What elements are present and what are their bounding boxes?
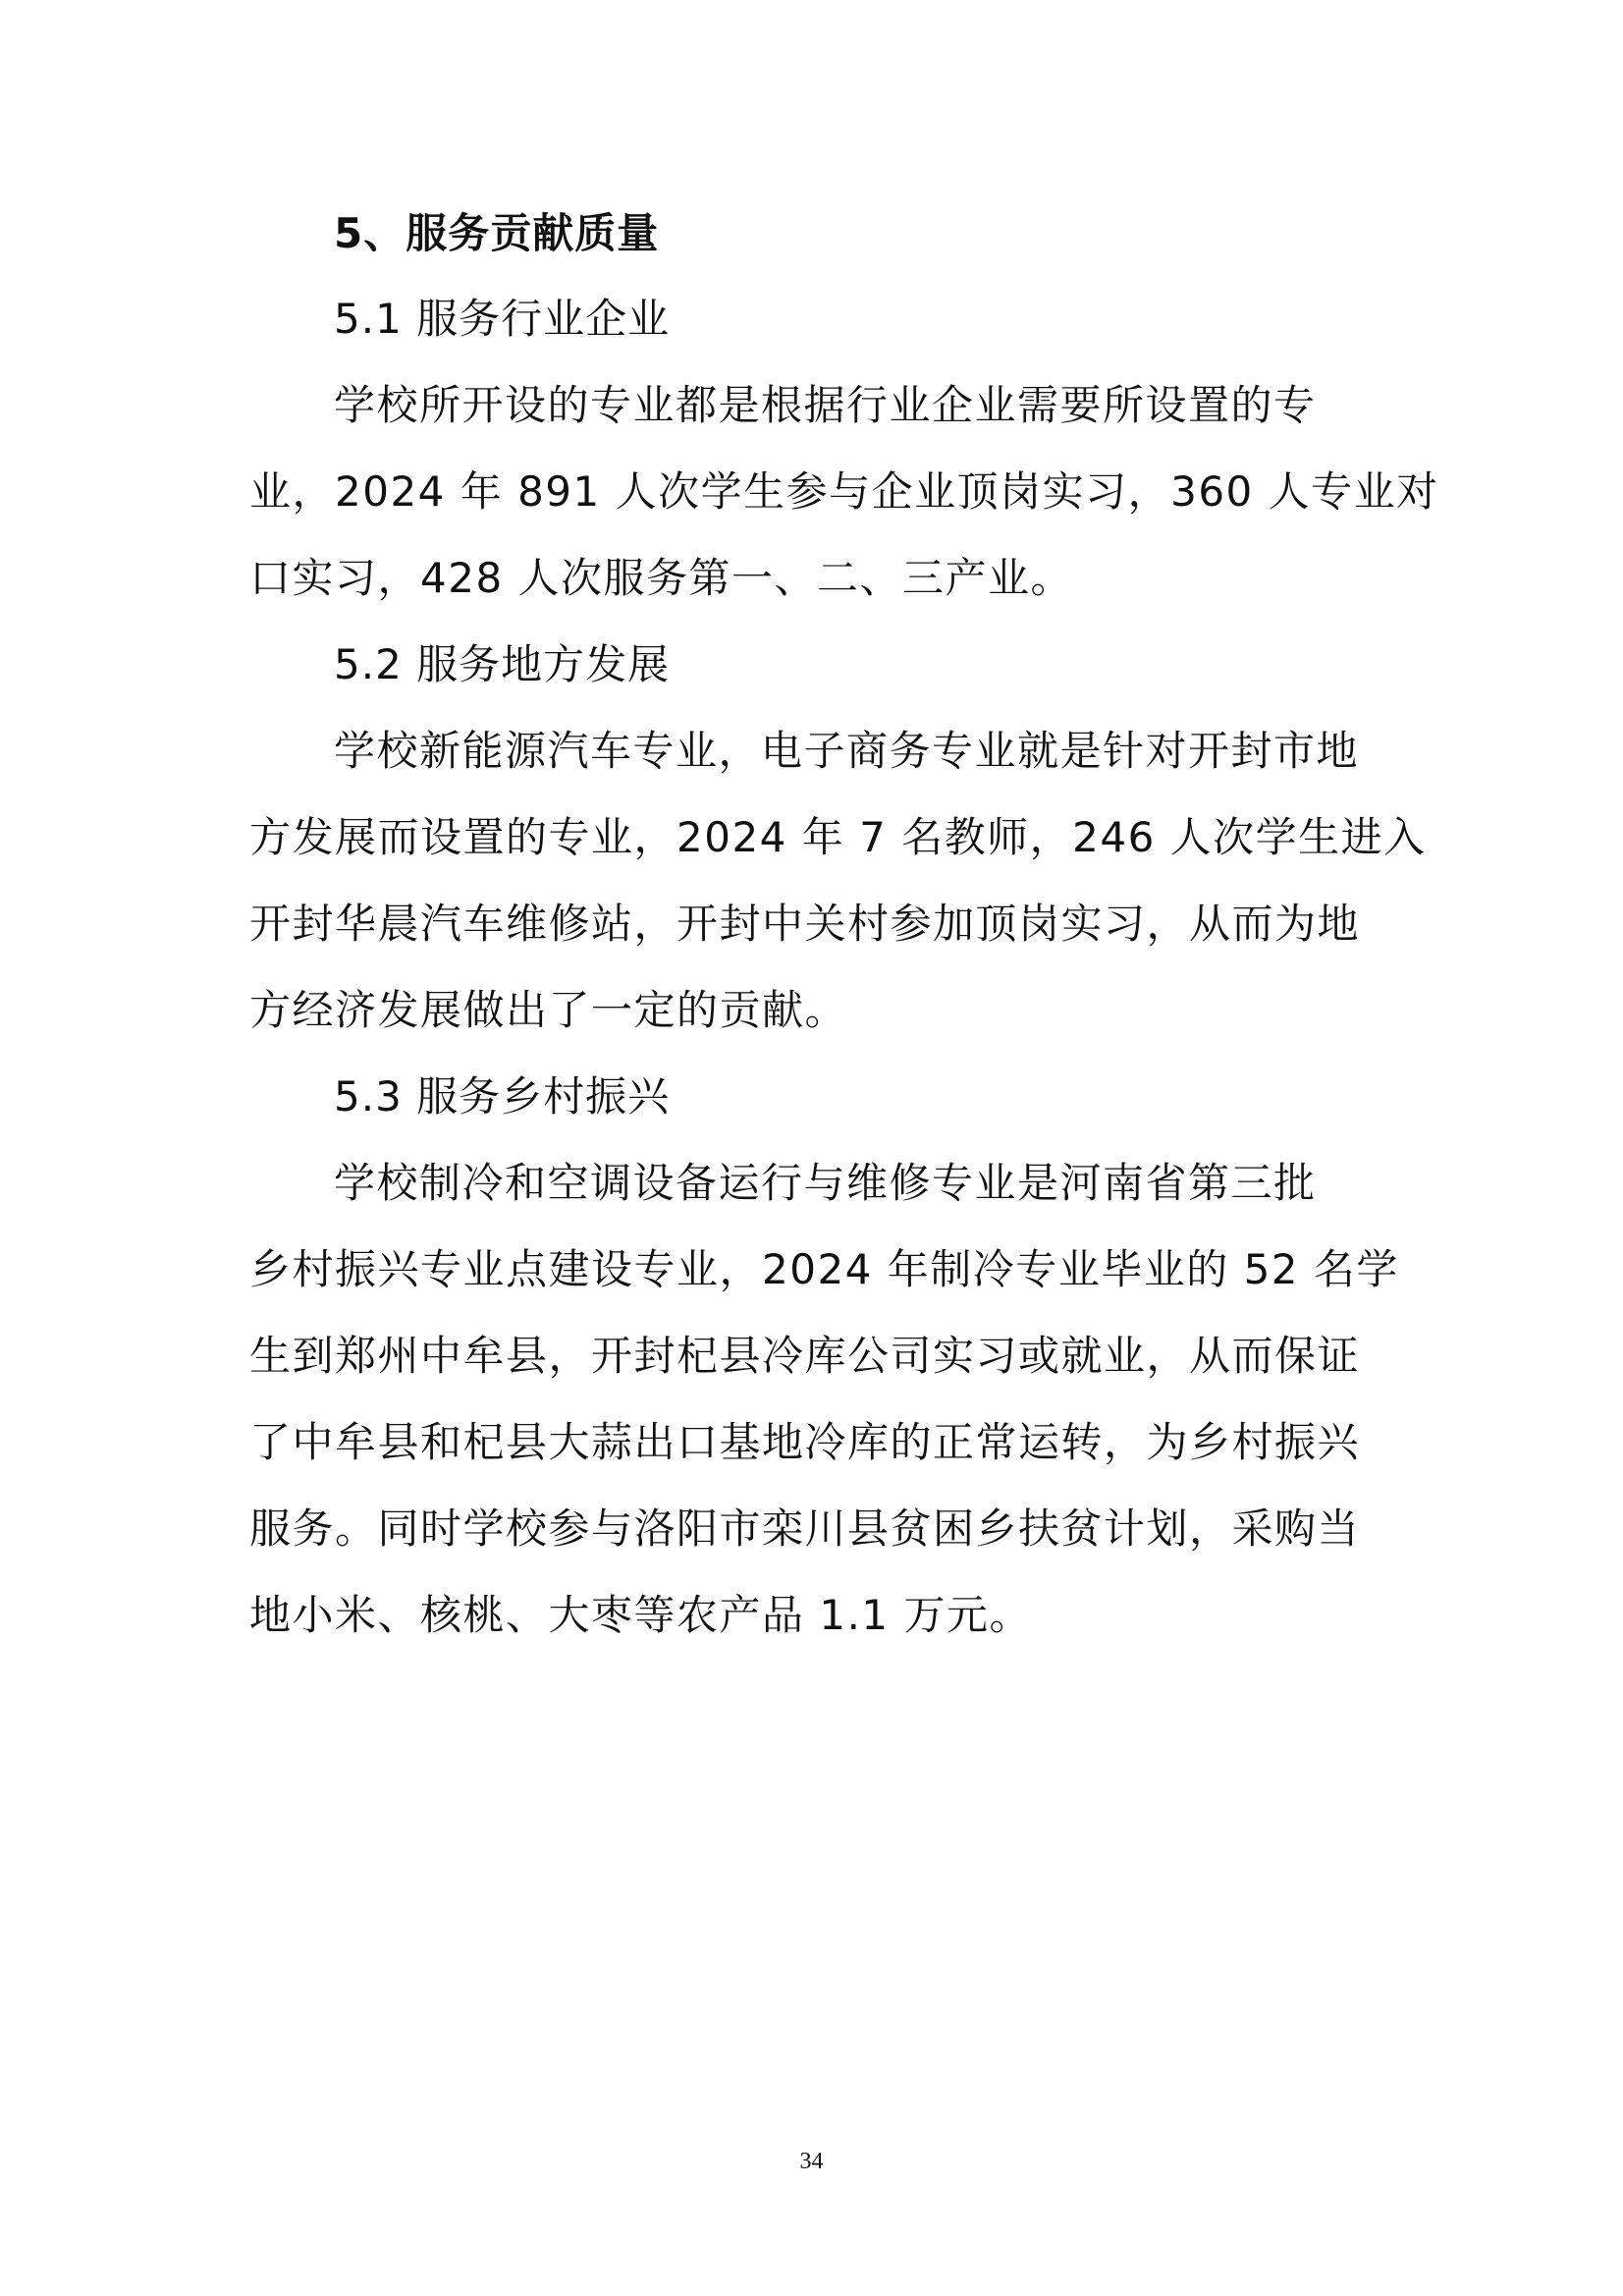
paragraph-line: 方发展而设置的专业，2024 年 7 名教师，246 人次学生进入 — [249, 813, 1427, 861]
paragraph-line: 生到郑州中牟县，开封杞县冷库公司实习或就业，从而保证 — [249, 1332, 1361, 1380]
paragraph-line: 口实习，428 人次服务第一、二、三产业。 — [249, 554, 1074, 602]
page-number: 34 — [799, 2149, 824, 2174]
paragraph-line: 方经济发展做出了一定的贡献。 — [249, 986, 848, 1034]
paragraph-line: 乡村振兴专业点建设专业，2024 年制冷专业毕业的 52 名学 — [249, 1245, 1399, 1293]
paragraph-line: 开封华晨汽车维修站，开封中关村参加顶岗实习，从而为地 — [249, 900, 1361, 948]
subsection-title-5-2: 5.2 服务地方发展 — [334, 640, 671, 688]
paragraph-line: 学校制冷和空调设备运行与维修专业是河南省第三批 — [334, 1159, 1317, 1207]
paragraph-line: 学校新能源汽车专业，电子商务专业就是针对开封市地 — [334, 727, 1360, 775]
subsection-title-5-1: 5.1 服务行业企业 — [334, 295, 671, 343]
paragraph-line: 学校所开设的专业都是根据行业企业需要所设置的专 — [334, 381, 1317, 429]
section-heading: 5、服务贡献质量 — [334, 209, 660, 257]
paragraph-line: 地小米、核桃、大枣等农产品 1.1 万元。 — [249, 1591, 1032, 1639]
paragraph-line: 业，2024 年 891 人次学生参与企业顶岗实习，360 人专业对 — [249, 467, 1439, 516]
subsection-title-5-3: 5.3 服务乡村振兴 — [334, 1072, 671, 1121]
paragraph-line: 服务。同时学校参与洛阳市栾川县贫困乡扶贫计划，采购当 — [249, 1504, 1361, 1553]
paragraph-line: 了中牟县和杞县大蒜出口基地冷库的正常运转，为乡村振兴 — [249, 1418, 1361, 1466]
